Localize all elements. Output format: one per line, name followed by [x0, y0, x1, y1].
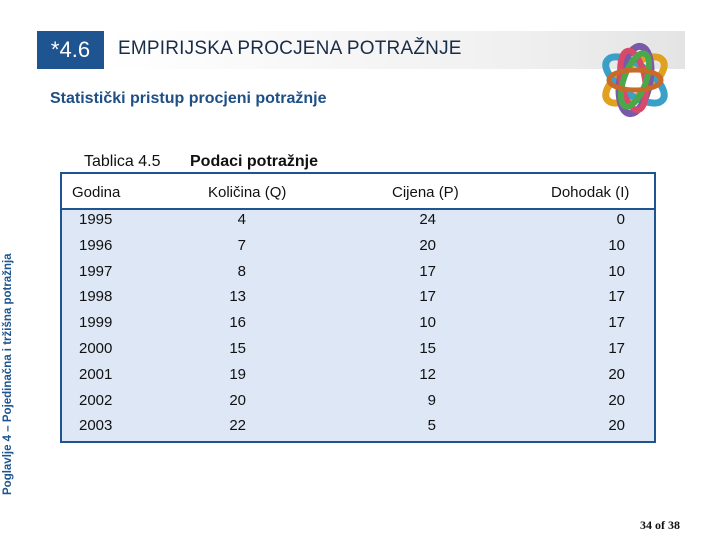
table-cell-income: 10 — [608, 236, 625, 254]
table-cell-price: 9 — [427, 391, 436, 409]
subtitle: Statistički pristup procjeni potražnje — [50, 90, 327, 107]
column-header-quantity: Količina (Q) — [208, 184, 287, 201]
table-cell-year: 1996 — [79, 236, 113, 254]
page-title: EMPIRIJSKA PROCJENA POTRAŽNJE — [118, 38, 462, 59]
column-header-price: Cijena (P) — [392, 184, 459, 201]
table-cell-quantity: 8 — [237, 262, 246, 280]
table-body — [62, 210, 654, 441]
table-cell-year: 1995 — [79, 211, 113, 228]
table-cell-price: 5 — [427, 417, 436, 435]
table-cell-income: 20 — [608, 417, 625, 435]
table-cell-price: 20 — [419, 236, 436, 254]
chapter-side-label: Poglavlje 4 – Pojedinačna i tržišna potražnja — [2, 253, 14, 495]
table-cell-quantity: 19 — [229, 365, 246, 383]
table-cell-price: 15 — [419, 340, 436, 357]
table-cell-quantity: 13 — [229, 288, 246, 306]
page-counter: 34 of 38 — [640, 518, 680, 532]
table-cell-income: 17 — [608, 314, 625, 332]
table-cell-year: 2003 — [79, 417, 113, 435]
table-cell-price: 10 — [419, 314, 436, 332]
table-cell-income: 17 — [608, 288, 625, 306]
table-cell-income: 17 — [608, 340, 625, 357]
table-cell-quantity: 4 — [237, 211, 246, 228]
table-cell-income: 10 — [608, 262, 625, 280]
table-cell-quantity: 15 — [229, 340, 246, 357]
table-cell-year: 1998 — [79, 288, 113, 306]
table-cell-price: 17 — [419, 288, 436, 306]
column-header-year: Godina — [72, 184, 121, 201]
interlocking-rings-logo-icon — [585, 30, 685, 130]
table-cell-year: 1999 — [79, 314, 113, 332]
table-cell-income: 20 — [608, 391, 625, 409]
table-cell-price: 24 — [419, 211, 436, 228]
table-cell-quantity: 20 — [229, 391, 246, 409]
table-cell-year: 2002 — [79, 391, 113, 409]
table-cell-income: 0 — [616, 211, 625, 228]
table-cell-year: 2000 — [79, 340, 113, 357]
table-cell-quantity: 22 — [229, 417, 246, 435]
table-cell-quantity: 16 — [229, 314, 246, 332]
table-cell-price: 12 — [419, 365, 436, 383]
table-cell-year: 2001 — [79, 365, 113, 383]
section-number-badge — [37, 31, 104, 69]
table-cell-price: 17 — [419, 262, 436, 280]
column-header-income: Dohodak (I) — [551, 184, 630, 201]
table-cell-year: 1997 — [79, 262, 113, 280]
section-number: *4.6 — [50, 37, 91, 62]
table-cell-income: 20 — [608, 365, 625, 383]
table-caption-number: Tablica 4.5 — [84, 153, 161, 170]
table-cell-quantity: 7 — [237, 236, 246, 254]
table-caption-title: Podaci potražnje — [190, 153, 319, 170]
